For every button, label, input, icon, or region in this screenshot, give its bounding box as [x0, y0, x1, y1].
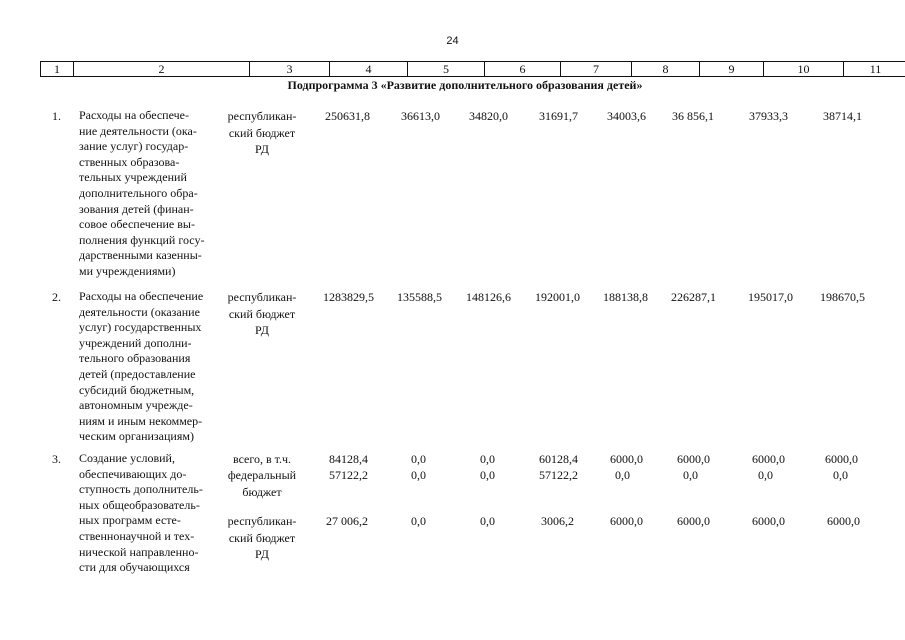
row-1-value-col8: 34003,6: [607, 109, 646, 123]
row-3-republican-col11: 6000,0: [827, 514, 860, 528]
row-1-value-col9: 36 856,1: [672, 109, 714, 123]
column-header-10: 10: [764, 62, 844, 77]
row-3-federal-col5: 0,0: [411, 468, 426, 482]
row-1-number: 1.: [52, 109, 61, 123]
row-3-republican-col10: 6000,0: [752, 514, 785, 528]
row-3-republican-col8: 6000,0: [610, 514, 643, 528]
column-header-3: 3: [250, 62, 330, 77]
row-2-number: 2.: [52, 290, 61, 304]
subprogram-title: Подпрограмма 3 «Развитие дополнительного образования детей»: [287, 78, 643, 92]
row-3-description: Создание условий, обеспечивающих до- ступность дополнитель- ных общеобразователь- ных программ есте- ственнонаучной и тех- нической направленно- сти для обучающихся: [79, 451, 203, 575]
column-header-4: 4: [330, 62, 408, 77]
row-1-value-col7: 31691,7: [539, 109, 578, 123]
column-header-1: 1: [41, 62, 74, 77]
row-1-funding-source: республикан- ский бюджет РД: [227, 109, 297, 156]
row-3-total-col10: 6000,0: [752, 452, 785, 466]
row-1-value-col11: 38714,1: [823, 109, 862, 123]
row-2-value-col5: 135588,5: [397, 290, 442, 304]
column-number-header: [40, 61, 905, 77]
row-2-value-col4: 1283829,5: [323, 290, 374, 304]
row-3-total-col9: 6000,0: [677, 452, 710, 466]
row-3-total-col5: 0,0: [411, 452, 426, 466]
row-2-value-col9: 226287,1: [671, 290, 716, 304]
row-3-federal-col11: 0,0: [833, 468, 848, 482]
row-1-value-col5: 36613,0: [401, 109, 440, 123]
row-2-description: Расходы на обеспечение деятельности (оказание услуг) государственных учреждений дополни- тельного образования детей (предоставление субсидий бюджетным, автономным учрежде- ниям и иным некоммер- ческим организациям): [79, 289, 204, 444]
column-header-6: 6: [485, 62, 561, 77]
row-3-federal-col6: 0,0: [480, 468, 495, 482]
column-header-8: 8: [632, 62, 700, 77]
row-2-value-col8: 188138,8: [603, 290, 648, 304]
row-2-value-col6: 148126,6: [466, 290, 511, 304]
page-number: 24: [446, 35, 459, 47]
row-3-republican-label: республикан- ский бюджет РД: [227, 514, 297, 561]
row-2-value-col7: 192001,0: [535, 290, 580, 304]
row-3-republican-col5: 0,0: [411, 514, 426, 528]
row-1-value-col6: 34820,0: [469, 109, 508, 123]
row-2-value-col11: 198670,5: [820, 290, 865, 304]
column-header-9: 9: [700, 62, 764, 77]
row-2-value-col10: 195017,0: [748, 290, 793, 304]
row-3-total-col8: 6000,0: [610, 452, 643, 466]
row-3-total-label: всего, в т.ч.: [232, 452, 292, 466]
row-3-federal-col9: 0,0: [683, 468, 698, 482]
row-3-republican-col9: 6000,0: [677, 514, 710, 528]
row-1-description: Расходы на обеспече- ние деятельности (ока- зание услуг) государ- ственных образова- тельных учреждений дополнительного обра- зования детей (финан- совое обеспечение вы- полнения функций госу- дарственными казенны- ми учреждениями): [79, 108, 205, 278]
row-1-value-col10: 37933,3: [749, 109, 788, 123]
row-1-value-col4: 250631,8: [325, 109, 370, 123]
column-header-7: 7: [561, 62, 632, 77]
row-3-number: 3.: [52, 452, 61, 466]
row-3-republican-col6: 0,0: [480, 514, 495, 528]
row-3-republican-col7: 3006,2: [541, 514, 574, 528]
row-3-total-col11: 6000,0: [825, 452, 858, 466]
row-3-total-col6: 0,0: [480, 452, 495, 466]
row-3-federal-label: федеральный бюджет: [227, 468, 297, 499]
row-3-federal-col7: 57122,2: [539, 468, 578, 482]
column-header-11: 11: [844, 62, 905, 77]
row-3-total-col4: 84128,4: [329, 452, 368, 466]
row-2-funding-source: республикан- ский бюджет РД: [227, 290, 297, 337]
row-3-federal-col8: 0,0: [615, 468, 630, 482]
column-header-2: 2: [74, 62, 250, 77]
row-3-republican-col4: 27 006,2: [326, 514, 368, 528]
column-header-5: 5: [408, 62, 485, 77]
row-3-federal-col4: 57122,2: [329, 468, 368, 482]
row-3-federal-col10: 0,0: [758, 468, 773, 482]
row-3-total-col7: 60128,4: [539, 452, 578, 466]
